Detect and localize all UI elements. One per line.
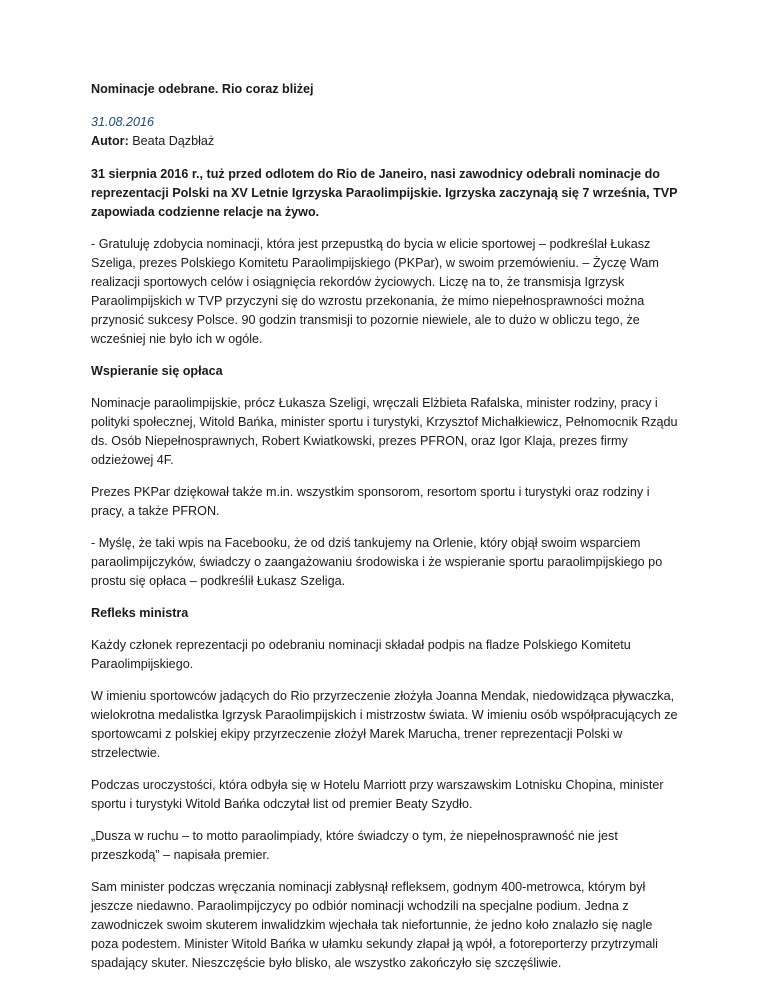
paragraph-3: Prezes PKPar dziękował także m.in. wszystkim sponsorom, resortom sportu i turystyki oraz rodziny i pracy, a także PFRON. bbox=[91, 485, 650, 518]
paragraph-9: Sam minister podczas wręczania nominacji zabłysnął refleksem, godnym 400-metrowca, którym był jeszcze niedawno. Paraolimpijczycy po odbiór nominacji wchodzili na specjalne podium. Jedna z zawodniczek swoim skuterem inwalidzkim wjechała tak niefortunnie, że jedno koło znalazło się nagle poza podestem. Minister Witold Bańka w ułamku sekundy złapał ją wpół, a fotoreporterzy przytrzymali spadający skuter. Nieszczęście było blisko, ale wszystko zakończyło się szczęśliwie. bbox=[91, 880, 658, 970]
paragraph-7: Podczas uroczystości, która odbyła się w Hotelu Marriott przy warszawskim Lotnisku Chopina, minister sportu i turystyki Witold Bańka odczytał list od premier Beaty Szydło. bbox=[91, 778, 664, 811]
subheading-refleks: Refleks ministra bbox=[91, 606, 189, 620]
paragraph-1: - Gratuluję zdobycia nominacji, która jest przepustką do bycia w elicie sportowej – podkreślał Łukasz Szeliga, prezes Polskiego Komitetu Paraolimpijskiego (PKPar), w swoim przemówieniu. – Życzę Wam realizacji sportowych celów i osiągnięcia rekordów życiowych. Liczę na to, że transmisja Igrzysk Paraolimpijskich w TVP przyczyni się do wzrostu przekonania, że mimo niepełnosprawności można przynosić sukcesy Polsce. 90 godzin transmisji to pozornie niewiele, ale to dużo w obliczu tego, że wcześniej nie było ich w ogóle. bbox=[91, 237, 659, 346]
subheading-wspieranie: Wspieranie się opłaca bbox=[91, 364, 223, 378]
article-meta bbox=[91, 113, 681, 151]
article-title: Nominacje odebrane. Rio coraz bliżej bbox=[91, 82, 314, 96]
paragraph-5: Każdy członek reprezentacji po odebraniu nominacji składał podpis na fladze Polskiego Komitetu Paraolimpijskiego. bbox=[91, 638, 631, 671]
paragraph-2: Nominacje paraolimpijskie, prócz Łukasza Szeligi, wręczali Elżbieta Rafalska, minister rodziny, pracy i polityki społecznej, Witold Bańka, minister sportu i turystyki, Krzysztof Michałkiewicz, Pełnomocnik Rządu ds. Osób Niepełnosprawnych, Robert Kwiatkowski, prezes PFRON, oraz Igor Klaja, prezes firmy odzieżowej 4F. bbox=[91, 396, 678, 467]
paragraph-6: W imieniu sportowców jadących do Rio przyrzeczenie złożyła Joanna Mendak, niedowidząca pływaczka, wielokrotna medalistka Igrzysk Paraolimpijskich i mistrzostw świata. W imieniu osób współpracujących ze sportowcami z polskiej ekipy przyrzeczenie złożył Marek Marucha, trener reprezentacji Polski w strzelectwie. bbox=[91, 689, 678, 760]
paragraph-8: „Dusza w ruchu – to motto paraolimpiady, które świadczy o tym, że niepełnosprawność nie jest przeszkodą” – napisała premier. bbox=[91, 829, 618, 862]
article-date: 31.08.2016 bbox=[91, 115, 155, 129]
author-label: Autor: bbox=[91, 134, 129, 148]
document-page bbox=[91, 80, 681, 986]
article-lead: 31 sierpnia 2016 r., tuż przed odlotem do Rio de Janeiro, nasi zawodnicy odebrali nominacje do reprezentacji Polski na XV Letnie Igrzyska Paraolimpijskie. Igrzyska zaczynają się 7 września, TVP zapowiada codzienne relacje na żywo. bbox=[91, 167, 678, 219]
paragraph-4: - Myślę, że taki wpis na Facebooku, że od dziś tankujemy na Orlenie, który objął swoim wsparciem paraolimpijczyków, świadczy o zaangażowaniu środowiska i że wspieranie sportu paraolimpijskiego po prostu się opłaca – podkreślił Łukasz Szeliga. bbox=[91, 536, 663, 588]
author-name: Beata Dązbłaż bbox=[132, 134, 215, 148]
